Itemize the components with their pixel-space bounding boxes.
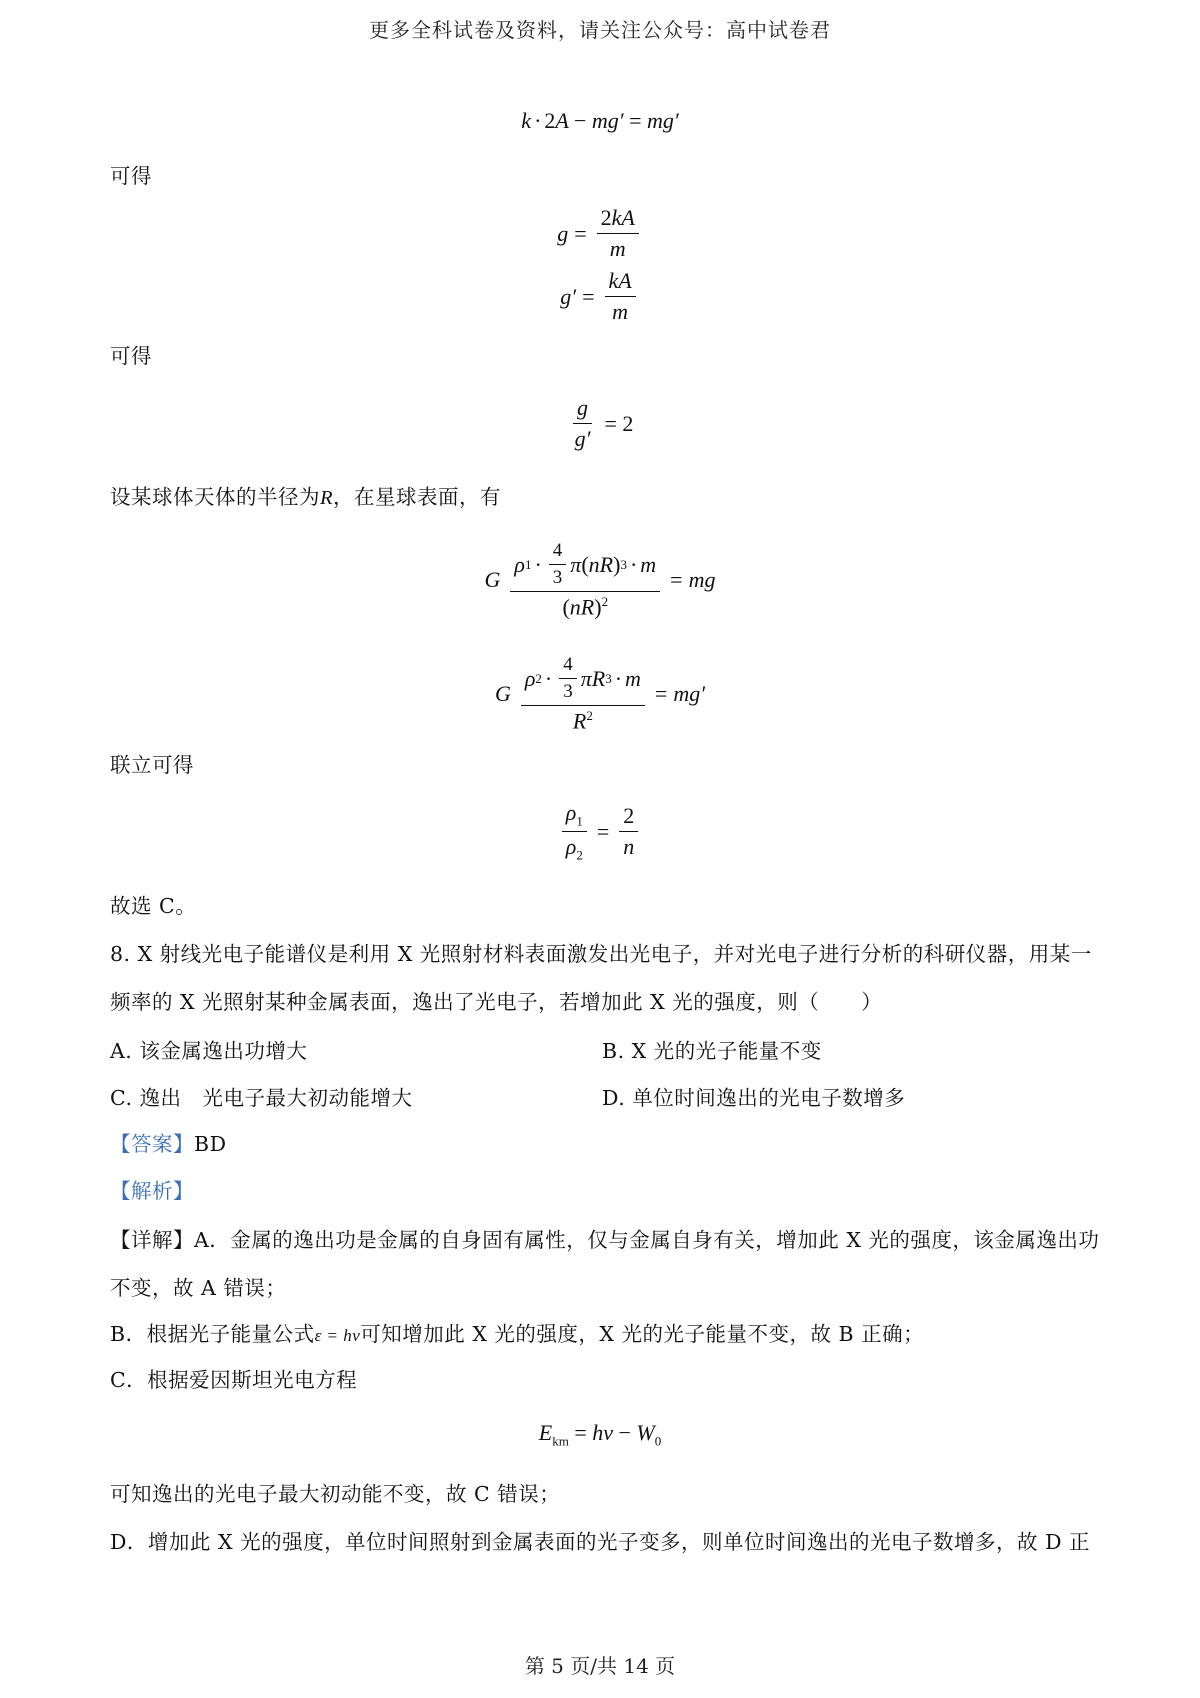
text-choose-c: 故选 C。 bbox=[110, 894, 197, 918]
page-header: 更多全科试卷及资料，请关注公众号：高中试卷君 bbox=[369, 18, 831, 42]
text-radius-intro: 设某球体天体的半径为R，在星球表面，有 bbox=[110, 485, 502, 509]
text-kede-2: 可得 bbox=[110, 344, 152, 368]
equation-density-ratio: $\frac{\rho_1}{\rho_2}$ = $\frac{2}{n}$ bbox=[0, 800, 1200, 864]
answer-line bbox=[110, 1128, 1100, 1160]
equation-spring-balance: k · 2A − mg′ = mg′ bbox=[521, 108, 679, 133]
equation-g: g = $\frac{2kA}{m}$ bbox=[0, 205, 1200, 262]
photon-energy-formula: ε = hν bbox=[314, 1326, 361, 1345]
answer-value: BD bbox=[194, 1132, 227, 1156]
option-b: B. X 光的光子能量不变 bbox=[602, 1039, 822, 1063]
equation-planet-1: G ρ 1 · $\frac{4}{3}$ π ( nR ) 3 · m (nR)$^2$ = mg bbox=[484, 540, 716, 620]
page-footer: 第 5 页/共 14 页 bbox=[524, 1654, 676, 1678]
detail-b: B．根据光子能量公式ε = hν可知增加此 X 光的强度，X 光的光子能量不变，故 B 正确； bbox=[110, 1322, 925, 1346]
detail-a: 【详解】A．金属的逸出功是金属的自身固有属性，仅与金属自身有关，增加此 X 光的强度，该金属逸出功不变，故 A 错误； bbox=[110, 1228, 1100, 1300]
detail-d: D．增加此 X 光的强度，单位时间照射到金属表面的光子变多，则单位时间逸出的光电子数增多，故 D 正 bbox=[110, 1530, 1091, 1554]
equation-planet-2: G ρ 2 · $\frac{4}{3}$ πR 3 · m $R^2$ = mg′ bbox=[494, 654, 706, 734]
option-d: D. 单位时间逸出的光电子数增多 bbox=[602, 1086, 906, 1110]
detail-c: C．根据爱因斯坦光电方程 bbox=[110, 1368, 358, 1392]
text-kede-1: 可得 bbox=[110, 164, 152, 188]
equation-einstein-photoelectric: $E_{km} = h\nu - W_0$ bbox=[538, 1420, 662, 1449]
equation-g-ratio: $\frac{g}{g'}$ = 2 bbox=[574, 395, 634, 451]
analysis-label: 【解析】 bbox=[110, 1179, 194, 1203]
answer-label: 【答案】 bbox=[110, 1132, 194, 1156]
option-a: A. 该金属逸出功增大 bbox=[110, 1039, 308, 1063]
equation-g-prime: g′ = $\frac{kA}{m}$ bbox=[0, 268, 1200, 325]
text-lianli: 联立可得 bbox=[110, 753, 194, 777]
option-c: C. 逸出 光电子最大初动能增大 bbox=[110, 1086, 413, 1110]
question-8-stem: 8. X 射线光电子能谱仪是利用 X 光照射材料表面激发出光电子，并对光电子进行分析的科研仪器，用某一频率的 X 光照射某种金属表面，逸出了光电子，若增加此 X 光的强度，则（ ） bbox=[110, 942, 1092, 1014]
detail-c-conclusion: 可知逸出的光电子最大初动能不变，故 C 错误； bbox=[110, 1482, 561, 1506]
